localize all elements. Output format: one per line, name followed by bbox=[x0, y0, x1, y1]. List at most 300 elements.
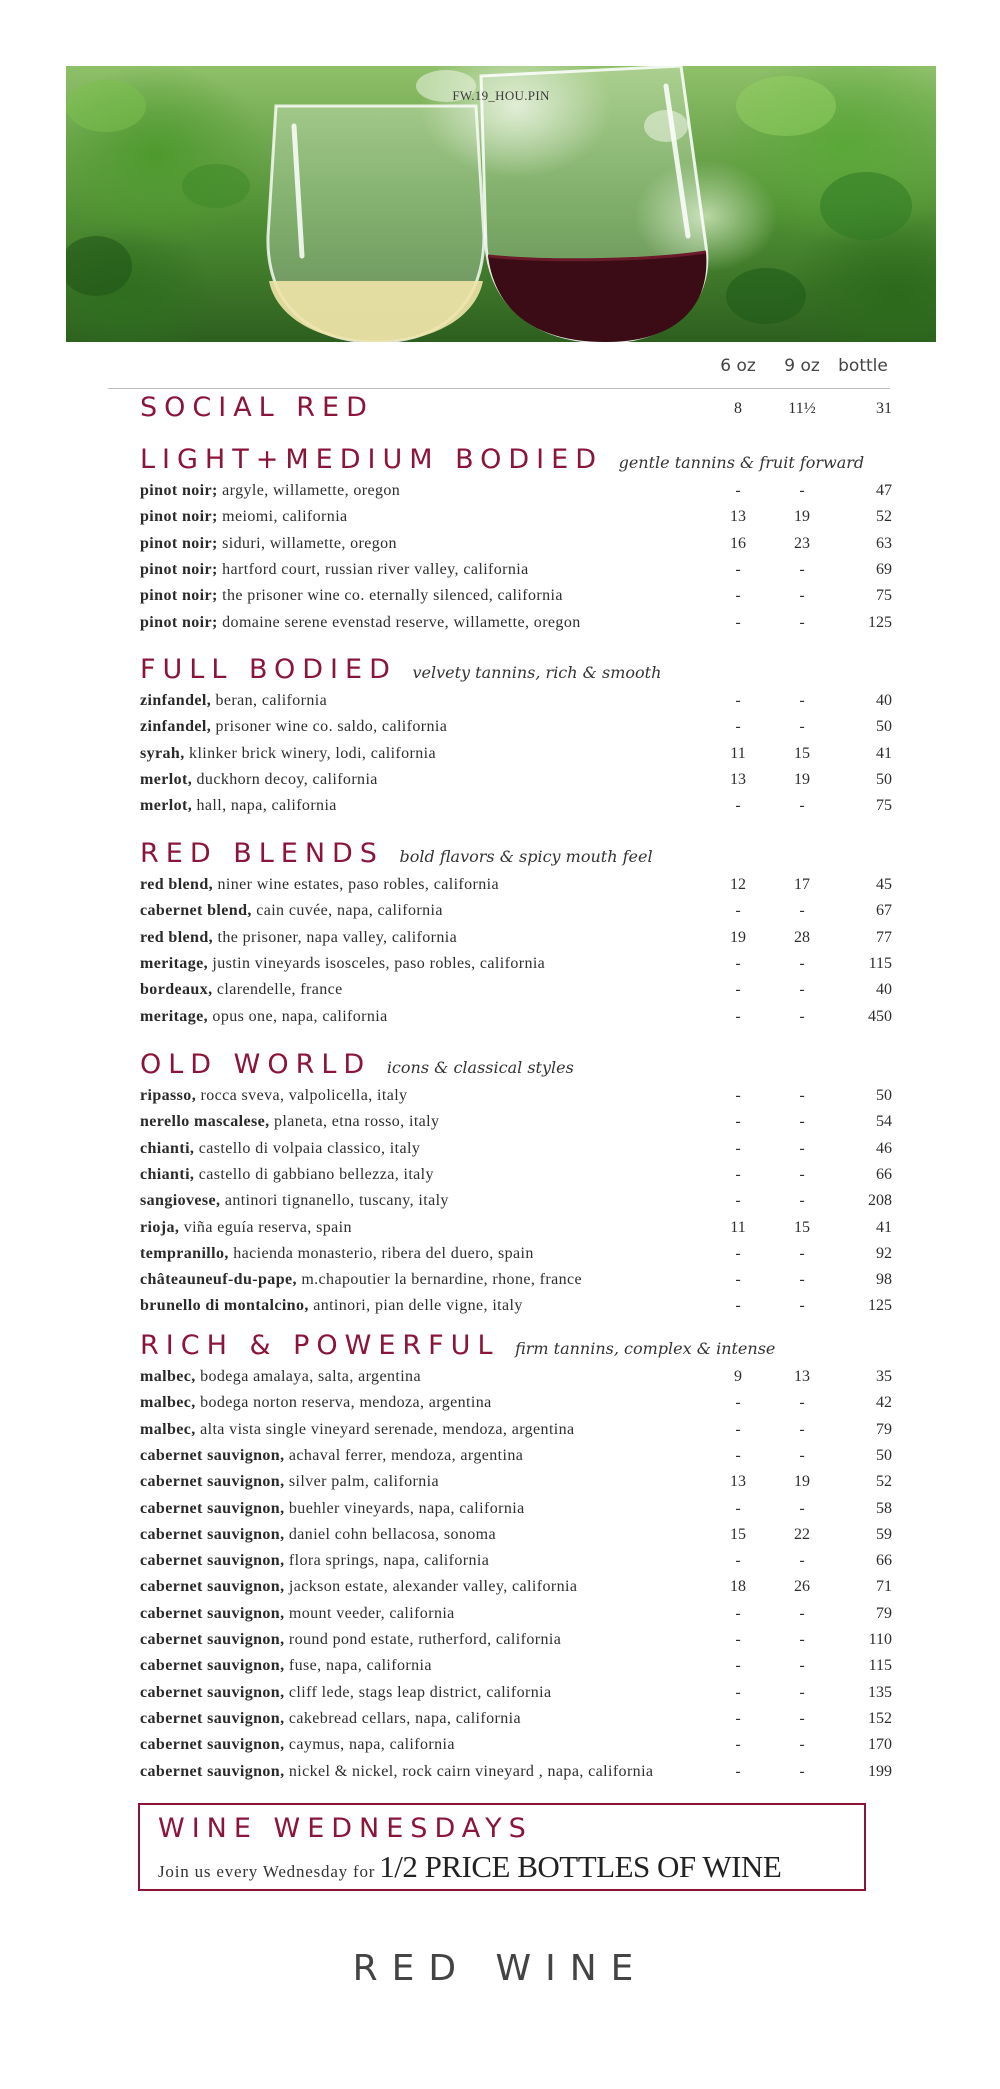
wine-detail: klinker brick winery, lodi, california bbox=[189, 745, 437, 762]
wine-name bbox=[140, 1653, 432, 1679]
wine-detail: cain cuvée, napa, california bbox=[256, 902, 443, 919]
wine-detail: caymus, napa, california bbox=[288, 1736, 455, 1753]
price-bottle: 58 bbox=[876, 1500, 892, 1517]
price-6oz: 16 bbox=[730, 535, 746, 552]
header-divider bbox=[108, 388, 890, 389]
price-6oz: - bbox=[735, 482, 741, 499]
wine-name bbox=[140, 610, 581, 636]
price-6oz: - bbox=[735, 587, 741, 604]
price-9oz: - bbox=[799, 1657, 805, 1674]
wine-detail: clarendelle, france bbox=[216, 981, 343, 998]
price-cell: 11½ bbox=[788, 400, 816, 417]
price-bottle: 208 bbox=[868, 1192, 892, 1209]
wine-detail: antinori, pian delle vigne, italy bbox=[313, 1297, 523, 1314]
wine-detail: alta vista single vineyard serenade, mendoza, argentina bbox=[200, 1421, 575, 1438]
wine-detail: beran, california bbox=[215, 692, 328, 709]
wine-name bbox=[140, 1188, 449, 1214]
wine-detail: buehler vineyards, napa, california bbox=[288, 1500, 525, 1517]
section-name: OLD WORLD bbox=[140, 1049, 372, 1080]
wine-row bbox=[140, 1188, 892, 1214]
wine-detail: justin vineyards isosceles, paso robles, california bbox=[212, 955, 546, 972]
section-title bbox=[140, 444, 864, 479]
price-6oz: - bbox=[735, 614, 741, 631]
section-title bbox=[140, 838, 653, 873]
price-bottle: 199 bbox=[868, 1763, 892, 1780]
section-tagline: gentle tannins & fruit forward bbox=[618, 453, 865, 472]
wine-varietal: cabernet blend, bbox=[140, 902, 252, 919]
price-bottle: 45 bbox=[876, 876, 892, 893]
wine-row bbox=[140, 1004, 892, 1030]
wine-row bbox=[140, 1574, 892, 1600]
section-tagline: firm tannins, complex & intense bbox=[515, 1339, 776, 1358]
price-6oz: - bbox=[735, 1710, 741, 1727]
wine-detail: antinori tignanello, tuscany, italy bbox=[224, 1192, 449, 1209]
price-6oz: 11 bbox=[730, 1219, 746, 1236]
price-6oz: - bbox=[735, 1657, 741, 1674]
wine-name bbox=[140, 925, 457, 951]
menu-code: FW.19_HOU.PIN bbox=[452, 88, 550, 103]
wine-varietal: cabernet sauvignon, bbox=[140, 1736, 285, 1753]
wine-row bbox=[140, 714, 892, 740]
column-header-6oz: 6 oz bbox=[720, 356, 756, 376]
wine-detail: bodega norton reserva, mendoza, argentina bbox=[200, 1394, 492, 1411]
section-name: SOCIAL RED bbox=[140, 392, 374, 423]
price-bottle: 98 bbox=[876, 1271, 892, 1288]
wine-row bbox=[140, 1215, 892, 1241]
price-bottle: 77 bbox=[876, 929, 892, 946]
price-9oz: - bbox=[799, 1447, 805, 1464]
price-9oz: - bbox=[799, 981, 805, 998]
section-title bbox=[140, 1330, 775, 1365]
wine-detail: mount veeder, california bbox=[288, 1605, 455, 1622]
price-6oz: 19 bbox=[730, 929, 746, 946]
wine-name bbox=[140, 557, 529, 583]
wine-varietal: cabernet sauvignon, bbox=[140, 1500, 285, 1517]
wine-name bbox=[140, 977, 343, 1003]
price-9oz: - bbox=[799, 1113, 805, 1130]
wine-varietal: pinot noir; bbox=[140, 587, 218, 604]
price-bottle: 35 bbox=[876, 1368, 892, 1385]
wine-varietal: malbec, bbox=[140, 1368, 196, 1385]
price-6oz: 15 bbox=[730, 1526, 746, 1543]
wine-detail: round pond estate, rutherford, california bbox=[288, 1631, 562, 1648]
price-bottle: 79 bbox=[876, 1605, 892, 1622]
wine-wednesdays-box bbox=[138, 1803, 866, 1891]
hero-wine-photo bbox=[66, 66, 936, 342]
price-bottle: 52 bbox=[876, 508, 892, 525]
wine-detail: planeta, etna rosso, italy bbox=[273, 1113, 440, 1130]
wine-varietal: cabernet sauvignon, bbox=[140, 1657, 285, 1674]
wine-varietal: rioja, bbox=[140, 1219, 180, 1236]
wine-detail: argyle, willamette, oregon bbox=[222, 482, 401, 499]
section-tagline: bold flavors & spicy mouth feel bbox=[399, 847, 653, 866]
price-9oz: 19 bbox=[794, 771, 810, 788]
price-6oz: - bbox=[735, 1500, 741, 1517]
wine-row bbox=[140, 1601, 892, 1627]
price-bottle: 71 bbox=[876, 1578, 892, 1595]
wine-row bbox=[140, 1732, 892, 1758]
wine-row bbox=[140, 1162, 892, 1188]
price-bottle: 59 bbox=[876, 1526, 892, 1543]
price-9oz: - bbox=[799, 1552, 805, 1569]
wine-detail: nickel & nickel, rock cairn vineyard , napa, california bbox=[288, 1763, 654, 1780]
wine-name bbox=[140, 1469, 439, 1495]
wine-row bbox=[140, 1083, 892, 1109]
wine-name bbox=[140, 1162, 434, 1188]
price-bottle: 152 bbox=[868, 1710, 892, 1727]
wine-varietal: chianti, bbox=[140, 1166, 195, 1183]
wine-varietal: pinot noir; bbox=[140, 535, 218, 552]
price-bottle: 66 bbox=[876, 1552, 892, 1569]
price-bottle: 50 bbox=[876, 1447, 892, 1464]
price-6oz: 11 bbox=[730, 745, 746, 762]
wine-detail: prisoner wine co. saldo, california bbox=[215, 718, 448, 735]
wine-name bbox=[140, 951, 545, 977]
wine-glasses-illustration bbox=[66, 66, 936, 342]
price-6oz: - bbox=[735, 1271, 741, 1288]
wine-name bbox=[140, 1574, 577, 1600]
price-bottle: 50 bbox=[876, 718, 892, 735]
price-bottle: 41 bbox=[876, 745, 892, 762]
price-bottle: 67 bbox=[876, 902, 892, 919]
wine-name bbox=[140, 1706, 521, 1732]
price-9oz: - bbox=[799, 1394, 805, 1411]
wine-row bbox=[140, 1390, 892, 1416]
wine-row bbox=[140, 741, 892, 767]
wine-name bbox=[140, 1109, 439, 1135]
price-bottle: 47 bbox=[876, 482, 892, 499]
price-6oz: - bbox=[735, 561, 741, 578]
wine-detail: bodega amalaya, salta, argentina bbox=[200, 1368, 421, 1385]
wine-detail: fuse, napa, california bbox=[288, 1657, 432, 1674]
column-header-bottle: bottle bbox=[838, 356, 888, 376]
wine-varietal: tempranillo, bbox=[140, 1245, 229, 1262]
wine-varietal: malbec, bbox=[140, 1394, 196, 1411]
wine-row bbox=[140, 1469, 892, 1495]
wine-varietal: pinot noir; bbox=[140, 614, 218, 631]
wine-name bbox=[140, 688, 327, 714]
price-bottle: 170 bbox=[868, 1736, 892, 1753]
wine-detail: opus one, napa, california bbox=[212, 1008, 388, 1025]
column-header-9oz: 9 oz bbox=[784, 356, 820, 376]
price-6oz: - bbox=[735, 1166, 741, 1183]
wine-varietal: cabernet sauvignon, bbox=[140, 1710, 285, 1727]
price-9oz: - bbox=[799, 1684, 805, 1701]
price-cell: 8 bbox=[734, 400, 742, 417]
wine-varietal: meritage, bbox=[140, 955, 209, 972]
wine-name bbox=[140, 1496, 525, 1522]
wine-varietal: pinot noir; bbox=[140, 482, 218, 499]
price-6oz: 13 bbox=[730, 1473, 746, 1490]
price-9oz: 22 bbox=[794, 1526, 810, 1543]
wine-varietal: merlot, bbox=[140, 797, 193, 814]
price-bottle: 40 bbox=[876, 981, 892, 998]
wine-varietal: sangiovese, bbox=[140, 1192, 221, 1209]
footer-title: RED WINE bbox=[352, 1948, 648, 1989]
wine-name bbox=[140, 872, 499, 898]
wine-name bbox=[140, 793, 337, 819]
promo-line bbox=[158, 1849, 781, 1885]
wine-detail: cliff lede, stags leap district, california bbox=[288, 1684, 552, 1701]
wine-detail: domaine serene evenstad reserve, willamette, oregon bbox=[222, 614, 581, 631]
wine-row bbox=[140, 767, 892, 793]
wine-varietal: cabernet sauvignon, bbox=[140, 1473, 285, 1490]
price-bottle: 63 bbox=[876, 535, 892, 552]
wine-row bbox=[140, 1443, 892, 1469]
price-9oz: - bbox=[799, 902, 805, 919]
wine-name bbox=[140, 1267, 582, 1293]
price-cell: 31 bbox=[876, 400, 892, 417]
price-9oz: - bbox=[799, 1500, 805, 1517]
wine-detail: jackson estate, alexander valley, california bbox=[288, 1578, 578, 1595]
wine-detail: m.chapoutier la bernardine, rhone, france bbox=[301, 1271, 583, 1288]
wine-name bbox=[140, 1732, 455, 1758]
price-6oz: - bbox=[735, 797, 741, 814]
wine-varietal: malbec, bbox=[140, 1421, 196, 1438]
wine-varietal: chianti, bbox=[140, 1140, 195, 1157]
wine-name bbox=[140, 1083, 407, 1109]
wine-row bbox=[140, 1109, 892, 1135]
wine-detail: hacienda monasterio, ribera del duero, spain bbox=[233, 1245, 534, 1262]
wine-detail: duckhorn decoy, california bbox=[196, 771, 378, 788]
wine-varietal: syrah, bbox=[140, 745, 185, 762]
wine-row bbox=[140, 1706, 892, 1732]
price-9oz: 17 bbox=[794, 876, 810, 893]
section-name: RED BLENDS bbox=[140, 838, 384, 869]
price-9oz: - bbox=[799, 1087, 805, 1104]
wine-row bbox=[140, 1267, 892, 1293]
wine-detail: flora springs, napa, california bbox=[288, 1552, 490, 1569]
price-9oz: - bbox=[799, 1736, 805, 1753]
wine-name bbox=[140, 714, 447, 740]
wine-row bbox=[140, 1627, 892, 1653]
price-bottle: 54 bbox=[876, 1113, 892, 1130]
price-6oz: 9 bbox=[734, 1368, 742, 1385]
wine-varietal: cabernet sauvignon, bbox=[140, 1447, 285, 1464]
price-9oz: - bbox=[799, 1192, 805, 1209]
price-9oz: - bbox=[799, 1421, 805, 1438]
price-bottle: 75 bbox=[876, 797, 892, 814]
white-wine-glass bbox=[268, 106, 484, 342]
wine-row bbox=[140, 1680, 892, 1706]
wine-name bbox=[140, 1443, 523, 1469]
wine-row bbox=[140, 1496, 892, 1522]
wine-name bbox=[140, 1627, 561, 1653]
price-6oz: - bbox=[735, 1394, 741, 1411]
price-bottle: 50 bbox=[876, 1087, 892, 1104]
price-9oz: 23 bbox=[794, 535, 810, 552]
price-9oz: - bbox=[799, 1631, 805, 1648]
wine-row bbox=[140, 531, 892, 557]
wine-name bbox=[140, 1759, 653, 1785]
price-9oz: - bbox=[799, 1166, 805, 1183]
price-6oz: - bbox=[735, 1140, 741, 1157]
wine-name bbox=[140, 1364, 421, 1390]
wine-detail: siduri, willamette, oregon bbox=[222, 535, 397, 552]
wine-name bbox=[140, 583, 563, 609]
price-6oz: 18 bbox=[730, 1578, 746, 1595]
wine-varietal: cabernet sauvignon, bbox=[140, 1605, 285, 1622]
price-9oz: 19 bbox=[794, 508, 810, 525]
price-bottle: 66 bbox=[876, 1166, 892, 1183]
wine-varietal: red blend, bbox=[140, 876, 214, 893]
wine-row bbox=[140, 583, 892, 609]
red-wine-glass bbox=[481, 66, 707, 342]
price-6oz: - bbox=[735, 1684, 741, 1701]
wine-row bbox=[140, 1136, 892, 1162]
wine-name bbox=[140, 1293, 523, 1319]
wine-row bbox=[140, 688, 892, 714]
wine-detail: niner wine estates, paso robles, california bbox=[217, 876, 500, 893]
wine-detail: achaval ferrer, mendoza, argentina bbox=[288, 1447, 524, 1464]
price-9oz: 26 bbox=[794, 1578, 810, 1595]
wine-detail: castello di volpaia classico, italy bbox=[198, 1140, 421, 1157]
wine-varietal: red blend, bbox=[140, 929, 214, 946]
wine-name bbox=[140, 1522, 496, 1548]
wine-row bbox=[140, 1548, 892, 1574]
wine-detail: rocca sveva, valpolicella, italy bbox=[200, 1087, 408, 1104]
wine-varietal: zinfandel, bbox=[140, 718, 212, 735]
wine-row bbox=[140, 1759, 892, 1785]
section-name: LIGHT+MEDIUM BODIED bbox=[140, 444, 603, 475]
wine-varietal: cabernet sauvignon, bbox=[140, 1578, 285, 1595]
price-6oz: 13 bbox=[730, 771, 746, 788]
price-9oz: - bbox=[799, 1710, 805, 1727]
price-bottle: 125 bbox=[868, 614, 892, 631]
wine-row bbox=[140, 1241, 892, 1267]
price-9oz: - bbox=[799, 1140, 805, 1157]
price-9oz: - bbox=[799, 1271, 805, 1288]
price-bottle: 50 bbox=[876, 771, 892, 788]
price-6oz: - bbox=[735, 1087, 741, 1104]
price-9oz: - bbox=[799, 692, 805, 709]
price-9oz: - bbox=[799, 955, 805, 972]
price-6oz: - bbox=[735, 981, 741, 998]
wine-name bbox=[140, 741, 436, 767]
price-bottle: 41 bbox=[876, 1219, 892, 1236]
price-9oz: - bbox=[799, 1245, 805, 1262]
wine-varietal: pinot noir; bbox=[140, 508, 218, 525]
wine-varietal: cabernet sauvignon, bbox=[140, 1684, 285, 1701]
price-bottle: 46 bbox=[876, 1140, 892, 1157]
wine-detail: daniel cohn bellacosa, sonoma bbox=[288, 1526, 496, 1543]
price-9oz: - bbox=[799, 718, 805, 735]
wine-name bbox=[140, 898, 443, 924]
price-6oz: - bbox=[735, 1008, 741, 1025]
price-6oz: - bbox=[735, 718, 741, 735]
wine-row bbox=[140, 1417, 892, 1443]
section-title bbox=[140, 1049, 574, 1084]
wine-name bbox=[140, 1215, 352, 1241]
promo-title: WINE WEDNESDAYS bbox=[158, 1813, 533, 1844]
price-9oz: 19 bbox=[794, 1473, 810, 1490]
price-6oz: - bbox=[735, 1421, 741, 1438]
wine-row bbox=[140, 1293, 892, 1319]
wine-name bbox=[140, 531, 397, 557]
wine-name bbox=[140, 1136, 420, 1162]
price-bottle: 115 bbox=[868, 1657, 892, 1674]
wine-varietal: cabernet sauvignon, bbox=[140, 1631, 285, 1648]
price-9oz: - bbox=[799, 587, 805, 604]
price-6oz: - bbox=[735, 692, 741, 709]
wine-row bbox=[140, 478, 892, 504]
price-bottle: 125 bbox=[868, 1297, 892, 1314]
wine-row bbox=[140, 793, 892, 819]
wine-detail: silver palm, california bbox=[288, 1473, 439, 1490]
price-bottle: 79 bbox=[876, 1421, 892, 1438]
wine-varietal: zinfandel, bbox=[140, 692, 212, 709]
price-9oz: - bbox=[799, 614, 805, 631]
wine-name bbox=[140, 767, 378, 793]
section-name: FULL BODIED bbox=[140, 654, 397, 685]
wine-name bbox=[140, 1548, 489, 1574]
price-6oz: 12 bbox=[730, 876, 746, 893]
section-tagline: velvety tannins, rich & smooth bbox=[412, 663, 662, 682]
price-6oz: - bbox=[735, 1245, 741, 1262]
price-6oz: - bbox=[735, 1447, 741, 1464]
price-bottle: 52 bbox=[876, 1473, 892, 1490]
wine-detail: the prisoner wine co. eternally silenced, california bbox=[222, 587, 563, 604]
wine-varietal: cabernet sauvignon, bbox=[140, 1526, 285, 1543]
wine-row bbox=[140, 872, 892, 898]
wine-row bbox=[140, 1364, 892, 1390]
price-6oz: - bbox=[735, 1605, 741, 1622]
price-bottle: 115 bbox=[868, 955, 892, 972]
price-9oz: - bbox=[799, 1297, 805, 1314]
wine-row bbox=[140, 951, 892, 977]
wine-detail: hartford court, russian river valley, california bbox=[222, 561, 529, 578]
price-9oz: - bbox=[799, 561, 805, 578]
wine-varietal: cabernet sauvignon, bbox=[140, 1763, 285, 1780]
price-6oz: - bbox=[735, 1736, 741, 1753]
wine-detail: the prisoner, napa valley, california bbox=[217, 929, 458, 946]
price-9oz: - bbox=[799, 1605, 805, 1622]
price-6oz: - bbox=[735, 1297, 741, 1314]
price-bottle: 135 bbox=[868, 1684, 892, 1701]
wine-row bbox=[140, 610, 892, 636]
price-bottle: 110 bbox=[868, 1631, 892, 1648]
section-title bbox=[140, 654, 661, 689]
wine-varietal: châteauneuf-du-pape, bbox=[140, 1271, 297, 1288]
price-9oz: - bbox=[799, 1763, 805, 1780]
promo-lead: Join us every Wednesday for bbox=[158, 1862, 376, 1881]
promo-highlight: 1/2 PRICE BOTTLES OF WINE bbox=[379, 1849, 782, 1884]
wine-name bbox=[140, 1241, 534, 1267]
price-bottle: 69 bbox=[876, 561, 892, 578]
wine-name bbox=[140, 478, 400, 504]
price-6oz: - bbox=[735, 1631, 741, 1648]
wine-detail: viña eguía reserva, spain bbox=[183, 1219, 352, 1236]
wine-detail: meiomi, california bbox=[222, 508, 348, 525]
wine-name bbox=[140, 1601, 455, 1627]
section-name: RICH & POWERFUL bbox=[140, 1330, 500, 1361]
price-6oz: - bbox=[735, 1763, 741, 1780]
price-bottle: 42 bbox=[876, 1394, 892, 1411]
wine-varietal: brunello di montalcino, bbox=[140, 1297, 309, 1314]
price-6oz: - bbox=[735, 1192, 741, 1209]
price-9oz: 28 bbox=[794, 929, 810, 946]
price-bottle: 75 bbox=[876, 587, 892, 604]
price-bottle: 92 bbox=[876, 1245, 892, 1262]
wine-varietal: merlot, bbox=[140, 771, 193, 788]
price-bottle: 450 bbox=[868, 1008, 892, 1025]
wine-varietal: meritage, bbox=[140, 1008, 209, 1025]
price-9oz: 15 bbox=[794, 745, 810, 762]
price-9oz: - bbox=[799, 482, 805, 499]
wine-name bbox=[140, 504, 348, 530]
price-6oz: - bbox=[735, 955, 741, 972]
price-bottle: 40 bbox=[876, 692, 892, 709]
